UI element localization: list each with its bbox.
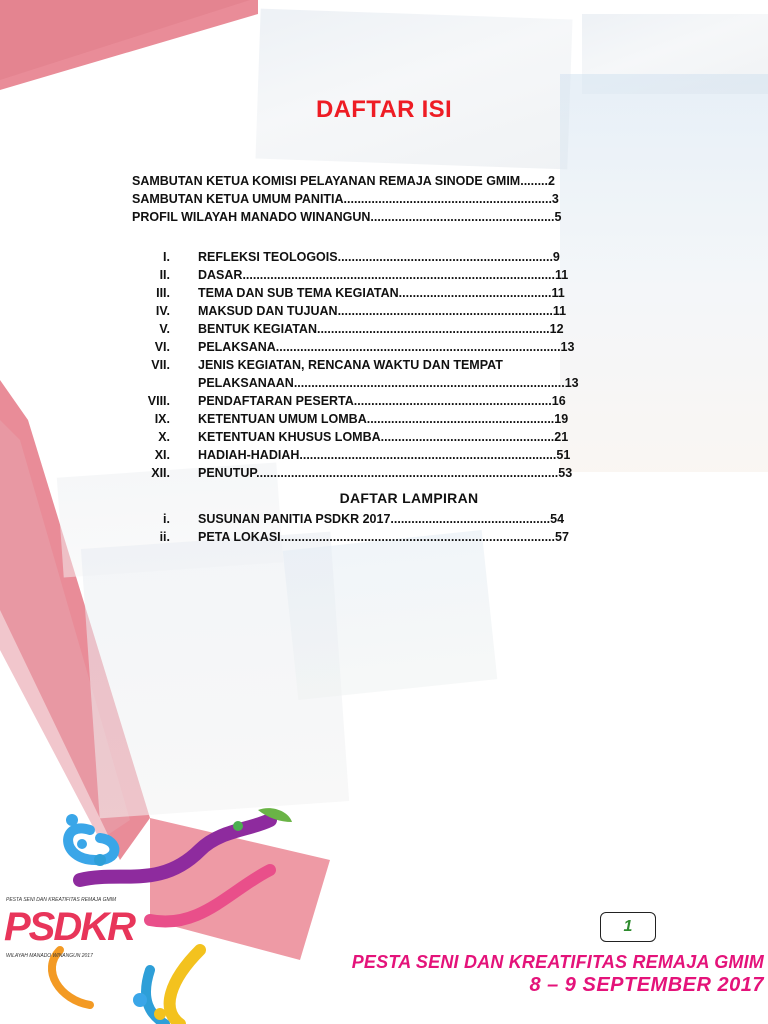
toc-chapter-entry[interactable]: IX. KETENTUAN UMUM LOMBA......................................................19 [154, 412, 569, 426]
footer-event-date: 8 – 9 SEPTEMBER 2017 [529, 974, 764, 996]
toc-chapter-entry[interactable]: VII. JENIS KEGIATAN, RENCANA WAKTU DAN TEMPAT [151, 358, 503, 372]
toc-front-entry[interactable]: SAMBUTAN KETUA KOMISI PELAYANAN REMAJA SINODE GMIM........2 [132, 174, 555, 188]
toc-front-entry[interactable]: PROFIL WILAYAH MANADO WINANGUN.....................................................5 [132, 210, 562, 224]
toc-appendix-entry[interactable]: ii. PETA LOKASI...............................................................................57 [159, 530, 569, 544]
toc-chapter-entry[interactable]: III. TEMA DAN SUB TEMA KEGIATAN............................................11 [156, 286, 565, 300]
toc-front-entry[interactable]: SAMBUTAN KETUA UMUM PANITIA............................................................3 [132, 192, 559, 206]
page-title: DAFTAR ISI [316, 96, 452, 123]
toc-chapter-entry[interactable]: IV. MAKSUD DAN TUJUAN..............................................................11 [155, 304, 567, 318]
toc-chapter-entry[interactable]: I. REFLEKSI TEOLOGOIS..............................................................9 [163, 250, 560, 264]
logo-caption-bottom: WILAYAH MANADO WINANGUN 2017 [6, 953, 93, 959]
logo-caption-top: PESTA SENI DAN KREATIFITAS REMAJA GMIM [6, 897, 117, 903]
toc-chapter-entry[interactable]: VI. PELAKSANA..................................................................................13 [154, 340, 575, 354]
page-number: 1 [600, 912, 656, 942]
table-of-contents [132, 172, 636, 546]
logo-lettering: PSDKR [4, 905, 135, 949]
footer-event-title: PESTA SENI DAN KREATIFITAS REMAJA GMIM [351, 952, 764, 972]
toc-chapter-entry[interactable]: X. KETENTUAN KHUSUS LOMBA..................................................21 [158, 430, 569, 444]
toc-chapter-entry[interactable]: VIII. PENDAFTARAN PESERTA.........................................................16 [147, 394, 566, 408]
toc-appendix-entry[interactable]: i. SUSUNAN PANITIA PSDKR 2017..............................................54 [163, 512, 565, 526]
toc-chapter-entry[interactable]: XII. PENUTUP.......................................................................................53 [151, 466, 573, 480]
toc-chapter-entry-continued[interactable]: PELAKSANAAN..............................................................................13 [198, 376, 579, 390]
toc-chapter-entry[interactable]: II. DASAR..........................................................................................11 [159, 268, 569, 282]
appendix-heading: DAFTAR LAMPIRAN [339, 490, 479, 506]
toc-chapter-entry[interactable]: V. BENTUK KEGIATAN...................................................................12 [159, 322, 564, 336]
toc-chapter-entry[interactable]: XI. HADIAH-HADIAH..........................................................................51 [154, 448, 571, 462]
